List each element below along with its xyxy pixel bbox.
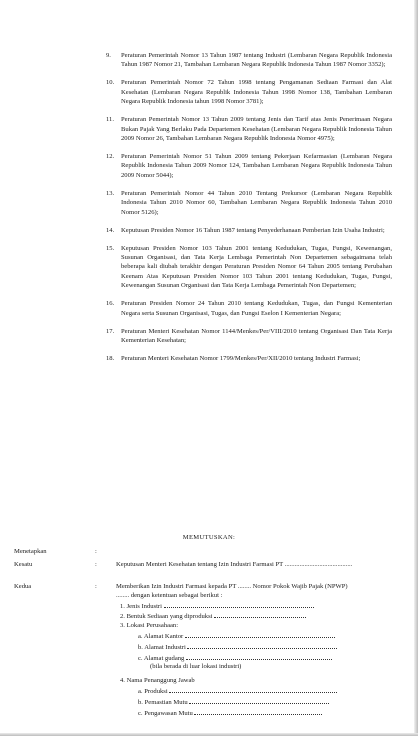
list-item: 2. Bentuk Sediaan yang diproduksi xyxy=(120,611,356,622)
kedua-row: Kedua : Memberikan Izin Industri Farmasi kepada PT ........ Nomor Pokok Wajib Pajak (NPWP) ........ dengan ketentuan sebagai berikut : 1. Jenis Industri 2. Bentuk Sediaan yang diproduksi 3. Lokasi Perusahaan: a. Alamat Kantor b. Alamat Industri c. Alamat gudang (bila berada di luar lokasi industri) 4. Nama Penanggung Jawab a. Produksi b. Pemastian Mutu c. Pengawasan Mutu xyxy=(14,583,394,736)
section-heading: MEMUTUSKAN: xyxy=(182,534,236,541)
list-item: c. Pengawasan Mutu xyxy=(138,708,356,719)
fill-line xyxy=(169,686,337,693)
list-item: c. Alamat gudang xyxy=(138,653,356,664)
list-item: 13. Peraturan Pemerintah Nomor 44 Tahun 2010 Tentang Prekursor (Lembaran Negara Republik Indonesia Tahun 2010 Nomor 60, Tambahan Lembaran Negara Republik Indonesia Tahun 2010 Nomor 5126); xyxy=(106,189,392,216)
list-item: a. Produksi xyxy=(138,686,356,697)
page-edge-shadow xyxy=(414,0,418,736)
list-item: b. Pemastian Mutu xyxy=(138,697,356,708)
list-item: 18. Peraturan Menteri Kesehatan Nomor 1799/Menkes/Per/XII/2010 tentang Industri Farmasi; xyxy=(106,355,361,363)
decision-block xyxy=(14,548,394,736)
fill-line xyxy=(187,642,337,649)
list-item: 14. Keputusan Presiden Nomor 16 Tahun 1987 tentang Penyederhanaan Pemberian Izin Usaha Industri; xyxy=(106,226,385,234)
list-item: 15. Keputusan Presiden Nomor 103 Tahun 2001 tentang Kedudukan, Tugas, Fungsi, Kewenangan, Susunan Organisasi, dan Tata Kerja Lembaga Pemerintah Non Departemen sebagaimana telah beberapa kali diubah terakhir dengan Peraturan Presiden Nomor 64 Tahun 2005 tentang Perubahan Keenam Atas Keputusan Presiden Nomor 103 Tahun 2001 tentang Kedudukan, Tugas, Fungsi, Kewenangan Susunan Organisasi dan Tata Kerja Lembaga Pemerintah Non Departemen; xyxy=(106,244,392,290)
fill-line xyxy=(164,601,314,608)
kedua-content: Memberikan Izin Industri Farmasi kepada PT ........ Nomor Pokok Wajib Pajak (NPWP) ........ dengan ketentuan sebagai berikut : 1. Jenis Industri 2. Bentuk Sediaan yang diproduksi 3. Lokasi Perusahaan: a. Alamat Kantor b. Alamat Industri c. Alamat gudang (bila berada di luar lokasi industri) 4. Nama Penanggung Jawab a. Produksi b. Pemastian Mutu c. Pengawasan Mutu xyxy=(116,583,356,719)
list-item: 4. Nama Penanggung Jawab xyxy=(120,677,195,685)
list-item: 9. Peraturan Pemerintah Nomor 13 Tahun 1987 tentang Industri (Lembaran Negara Republik Indonesia Tahun 1987 Nomor 21, Tambahan Lembaran Negara Republik Indonesia Tahun 1987 Nomor 3352); xyxy=(106,52,392,69)
list-item: 1. Jenis Industri xyxy=(120,601,356,612)
list-item: b. Alamat Industri xyxy=(138,642,356,653)
fill-line xyxy=(214,611,306,618)
regulation-list xyxy=(106,51,392,372)
list-item: 10. Peraturan Pemerintah Nomor 72 Tahun 1998 tentang Pengamanan Sediaan Farmasi dan Alat Kesehatan (Lembaran Negara Republik Indonesia Tahun 1998 Nomor 138, Tambahan Lembaran Negara Republik Indonesia tahun 1998 Nomor 3781); xyxy=(106,79,392,106)
list-item: 12. Peraturan Pemerintah Nomor 51 Tahun 2009 tentang Pekerjaan Kefarmasian (Lembaran Negara Republik Indonesia Tahun 2009 Nomor 124, Tambahan Lembaran Negara Republik Indonesia Tahun 2009 Nomor 5044); xyxy=(106,153,392,179)
menetapkan-row: Menetapkan : xyxy=(14,548,97,555)
list-item: a. Alamat Kantor xyxy=(138,631,356,642)
list-item: 11. Peraturan Pemerintah Nomor 13 Tahun 2009 tentang Jenis dan Tarif atas Jenis Penerimaan Negara Bukan Pajak Yang Berlaku Pada Departemen Kesehatan (Lembaran Negara Republik Indonesia Tahun 2009 Nomor 26, Tambahan Lembaran Negara Republik Indonesia Nomor 4975); xyxy=(106,116,392,143)
fill-line xyxy=(186,653,332,660)
fill-line xyxy=(185,631,335,638)
fill-line xyxy=(189,697,329,704)
list-item: 17. Peraturan Menteri Kesehatan Nomor 1144/Menkes/Per/VIII/2010 tentang Organisasi Dan Tata Kerja Kementerian Kesehatan; xyxy=(106,327,392,345)
list-item: 16. Peraturan Presiden Nomor 24 Tahun 2010 tentang Kedudukan, Tugas, dan Fungsi Kementerian Negara serta Susunan Organisasi, Tugas, dan Fungsi Eselon I Kementerian Negara; xyxy=(106,300,392,317)
fill-line xyxy=(194,708,322,715)
kesatu-row: Kesatu : Keputusan Menteri Kesehatan tentang Izin Industri Farmasi PT ......................................... xyxy=(14,561,353,568)
list-item: 3. Lokasi Perusahaan: xyxy=(120,622,179,630)
